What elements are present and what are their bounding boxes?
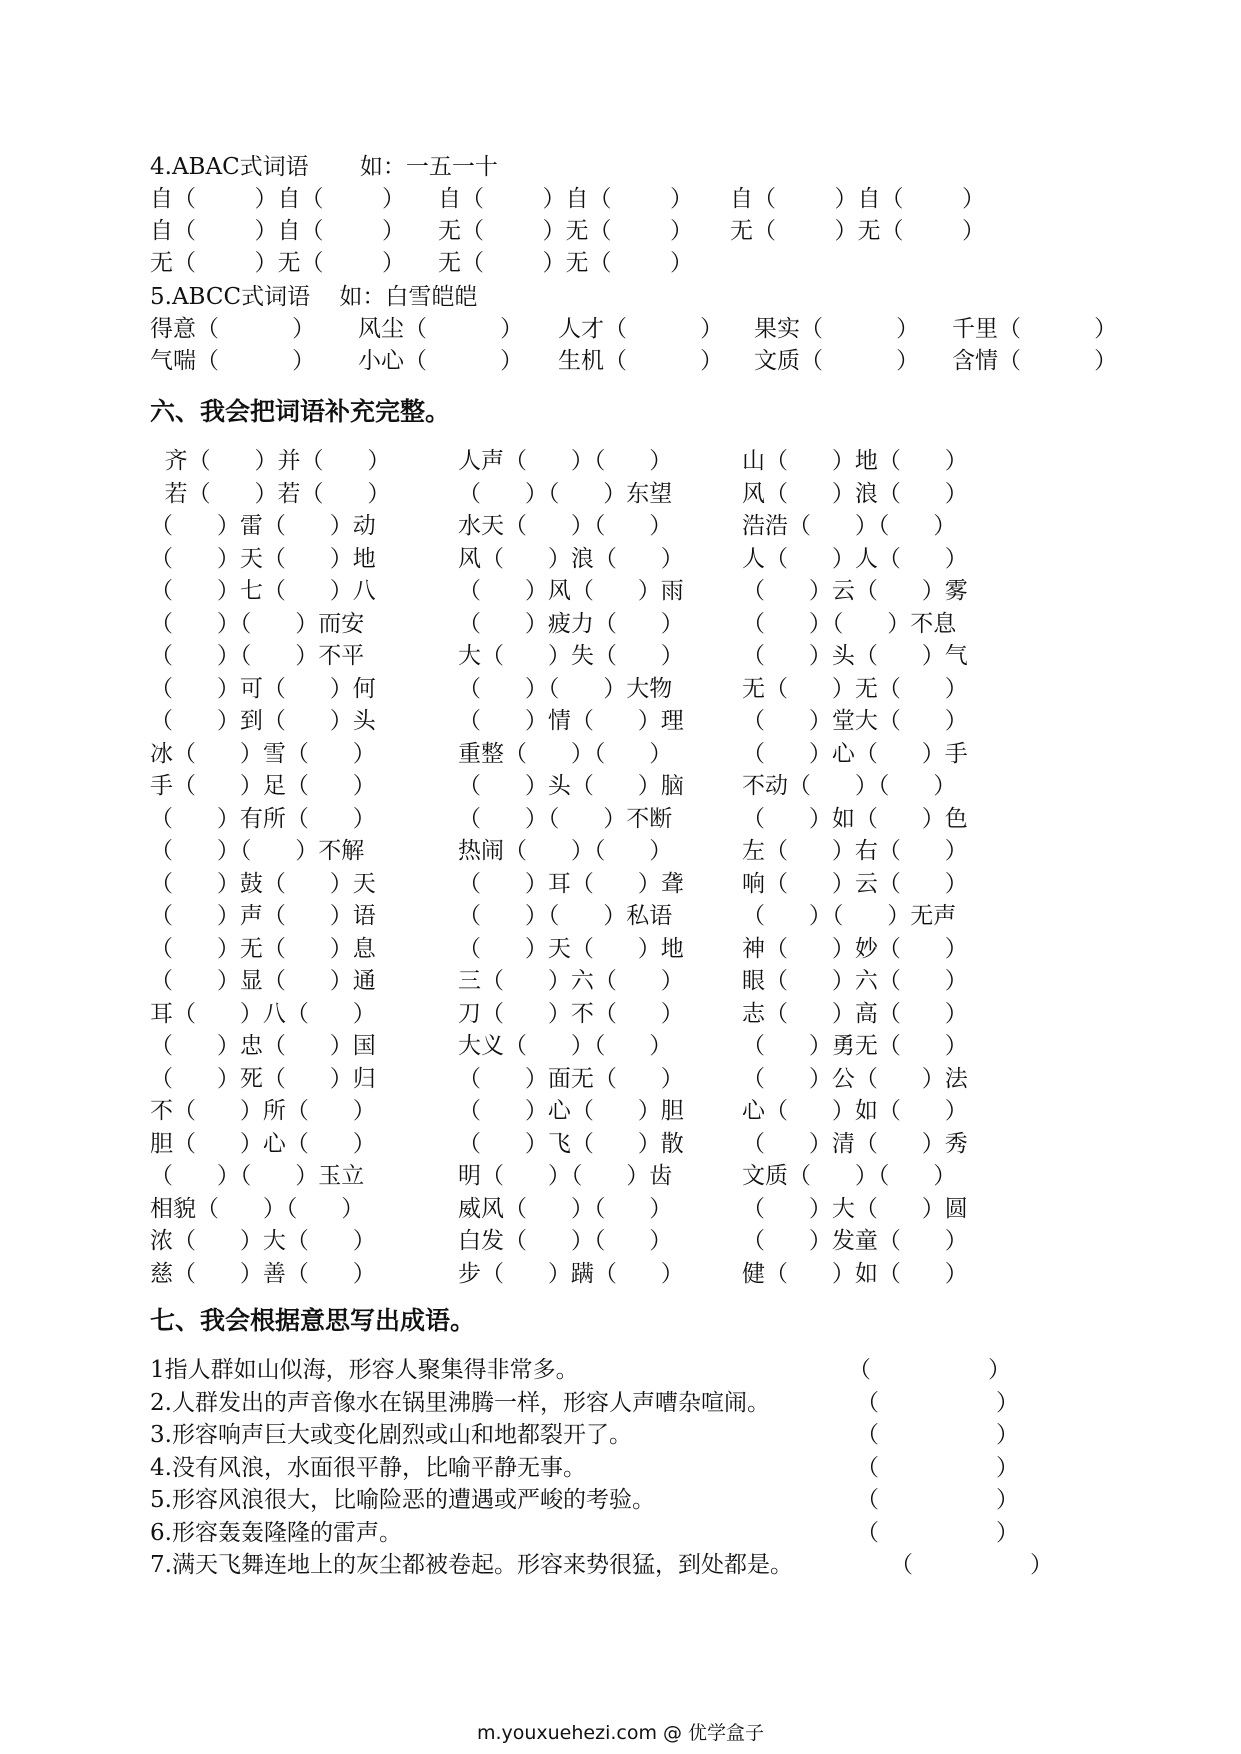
- definition-text: 4.没有风浪，水面很平静，比喻平静无事。: [150, 1454, 586, 1481]
- sec5-cell: 生机（ ）: [558, 348, 724, 374]
- definition-text: 2.人群发出的声音像水在锅里沸腾一样，形容人声嘈杂喧闹。: [150, 1389, 770, 1416]
- answer-blank[interactable]: （ ）: [856, 1454, 1019, 1481]
- sec6-cell: 冰（ ）雪（ ）: [150, 740, 376, 767]
- sec6-cell: 慈（ ）善（ ）: [150, 1260, 376, 1287]
- sec6-cell: 心（ ）如（ ）: [742, 1098, 968, 1124]
- answer-blank[interactable]: （ ）: [856, 1422, 1019, 1448]
- sec5-title: 5.ABCC式词语 如：白雪皑皑: [150, 284, 478, 310]
- sec6-cell: （ ）如（ ）色: [742, 805, 968, 832]
- sec6-cell: （ ）大（ ）圆: [742, 1195, 968, 1222]
- sec4-cell: 无（ ）无（ ）: [438, 250, 693, 276]
- sec6-cell: （ ）耳（ ）聋: [458, 870, 684, 897]
- sec6-cell: （ ）（ ）不平: [150, 643, 365, 669]
- sec6-cell: 刀（ ）不（ ）: [458, 1000, 684, 1027]
- sec6-cell: （ ）无（ ）息: [150, 935, 376, 962]
- sec6-cell: 风（ ）浪（ ）: [458, 545, 684, 572]
- sec6-cell: （ ）头（ ）气: [742, 643, 968, 669]
- sec6-cell: （ ）心（ ）胆: [458, 1098, 684, 1124]
- sec6-cell: （ ）面无（ ）: [458, 1065, 684, 1092]
- sec6-cell: 响（ ）云（ ）: [742, 870, 968, 897]
- sec4-cell: 自（ ）自（ ）: [150, 186, 405, 212]
- sec6-cell: （ ）飞（ ）散: [458, 1130, 684, 1157]
- sec6-cell: 风（ ）浪（ ）: [742, 480, 968, 507]
- definition-text: 7.满天飞舞连地上的灰尘都被卷起。形容来势很猛，到处都是。: [150, 1552, 793, 1578]
- sec6-cell: 文质（ ）（ ）: [742, 1163, 957, 1189]
- sec6-cell: 无（ ）无（ ）: [742, 675, 968, 702]
- sec6-cell: （ ）（ ）私语: [458, 903, 673, 929]
- sec6-cell: 人声（ ）（ ）: [458, 448, 673, 474]
- sec6-cell: 胆（ ）心（ ）: [150, 1130, 376, 1157]
- sec6-cell: 神（ ）妙（ ）: [742, 935, 968, 962]
- sec5-cell: 小心（ ）: [358, 348, 524, 374]
- sec6-cell: （ ）（ ）无声: [742, 903, 957, 929]
- sec6-cell: 威风（ ）（ ）: [458, 1195, 673, 1222]
- sec6-cell: （ ）情（ ）理: [458, 708, 684, 734]
- footer-watermark: m.youxuehezi.com @ 优学盒子: [476, 1722, 765, 1744]
- sec6-cell: 眼（ ）六（ ）: [742, 968, 968, 994]
- answer-blank[interactable]: （ ）: [848, 1357, 1011, 1383]
- sec6-cell: （ ）到（ ）头: [150, 708, 376, 734]
- sec6-cell: 山（ ）地（ ）: [742, 448, 968, 474]
- sec6-cell: （ ）公（ ）法: [742, 1065, 968, 1092]
- sec6-cell: （ ）天（ ）地: [458, 935, 684, 962]
- sec6-cell: （ ）鼓（ ）天: [150, 870, 376, 897]
- sec6-cell: 耳（ ）八（ ）: [150, 1000, 376, 1027]
- definition-text: 6.形容轰轰隆隆的雷声。: [150, 1519, 402, 1546]
- sec6-cell: 不动（ ）（ ）: [742, 773, 957, 799]
- sec6-cell: 浓（ ）大（ ）: [150, 1228, 376, 1254]
- sec6-cell: （ ）（ ）不断: [458, 805, 673, 832]
- sec6-cell: 明（ ）（ ）齿: [458, 1163, 673, 1189]
- sec6-cell: （ ）有所（ ）: [150, 805, 376, 832]
- sec6-cell: 重整（ ）（ ）: [458, 740, 673, 767]
- sec6-cell: 相貌（ ）（ ）: [150, 1195, 365, 1222]
- sec6-cell: （ ）云（ ）雾: [742, 578, 968, 604]
- sec6-cell: （ ）风（ ）雨: [458, 578, 684, 604]
- sec6-cell: 水天（ ）（ ）: [458, 513, 673, 539]
- sec6-cell: 手（ ）足（ ）: [150, 773, 376, 799]
- sec6-cell: （ ）（ ）东望: [458, 480, 673, 507]
- sec4-cell: 无（ ）无（ ）: [730, 218, 985, 244]
- sec4-cell: 自（ ）自（ ）: [438, 186, 693, 212]
- sec6-cell: 白发（ ）（ ）: [458, 1228, 673, 1254]
- answer-blank[interactable]: （ ）: [856, 1487, 1019, 1513]
- sec6-cell: （ ）忠（ ）国: [150, 1033, 376, 1059]
- sec5-cell: 气喘（ ）: [150, 348, 316, 374]
- sec6-cell: （ ）可（ ）何: [150, 675, 376, 702]
- sec6-cell: （ ）勇无（ ）: [742, 1033, 968, 1059]
- sec6-cell: 大义（ ）（ ）: [458, 1033, 673, 1059]
- sec5-cell: 得意（ ）: [150, 316, 316, 342]
- sec6-cell: （ ）死（ ）归: [150, 1065, 376, 1092]
- sec4-cell: 无（ ）无（ ）: [150, 250, 405, 276]
- sec6-cell: （ ）（ ）玉立: [150, 1163, 365, 1189]
- sec6-cell: （ ）发童（ ）: [742, 1228, 968, 1254]
- sec4-cell: 自（ ）自（ ）: [730, 186, 985, 212]
- sec5-cell: 人才（ ）: [558, 316, 724, 342]
- sec6-cell: 步（ ）蹒（ ）: [458, 1260, 684, 1287]
- sec6-cell: （ ）声（ ）语: [150, 903, 376, 929]
- sec6-cell: （ ）心（ ）手: [742, 740, 968, 767]
- sec6-heading: 六、我会把词语补充完整。: [150, 397, 451, 426]
- sec5-cell: 千里（ ）: [952, 316, 1118, 342]
- answer-blank[interactable]: （ ）: [856, 1389, 1019, 1416]
- definition-text: 3.形容响声巨大或变化剧烈或山和地都裂开了。: [150, 1422, 632, 1448]
- sec4-title: 4.ABAC式词语 如：一五一十: [150, 154, 498, 180]
- answer-blank[interactable]: （ ）: [856, 1519, 1019, 1546]
- sec6-cell: （ ）七（ ）八: [150, 578, 376, 604]
- sec6-cell: 热闹（ ）（ ）: [458, 838, 673, 864]
- answer-blank[interactable]: （ ）: [890, 1552, 1053, 1578]
- sec6-cell: （ ）（ ）不息: [742, 610, 957, 637]
- sec6-cell: （ ）清（ ）秀: [742, 1130, 968, 1157]
- sec6-cell: （ ）疲力（ ）: [458, 610, 684, 637]
- sec6-cell: （ ）（ ）而安: [150, 610, 365, 637]
- sec6-cell: 浩浩（ ）（ ）: [742, 513, 957, 539]
- sec6-cell: （ ）显（ ）通: [150, 968, 376, 994]
- sec6-cell: 健（ ）如（ ）: [742, 1260, 968, 1287]
- sec5-cell: 果实（ ）: [754, 316, 920, 342]
- sec6-cell: 大（ ）失（ ）: [458, 643, 684, 669]
- sec6-cell: （ ）头（ ）脑: [458, 773, 684, 799]
- sec6-cell: （ ）天（ ）地: [150, 545, 376, 572]
- sec5-cell: 含情（ ）: [952, 348, 1118, 374]
- sec6-cell: 左（ ）右（ ）: [742, 838, 968, 864]
- definition-text: 1指人群如山似海，形容人聚集得非常多。: [150, 1357, 579, 1383]
- sec6-cell: （ ）雷（ ）动: [150, 513, 376, 539]
- sec6-cell: （ ）堂大（ ）: [742, 708, 968, 734]
- sec6-cell: （ ）（ ）大物: [458, 675, 673, 702]
- sec4-cell: 自（ ）自（ ）: [150, 218, 405, 244]
- sec4-cell: 无（ ）无（ ）: [438, 218, 693, 244]
- sec6-cell: 志（ ）高（ ）: [742, 1000, 968, 1027]
- sec6-cell: 人（ ）人（ ）: [742, 545, 968, 572]
- sec6-cell: （ ）（ ）不解: [150, 838, 365, 864]
- sec6-cell: 三（ ）六（ ）: [458, 968, 684, 994]
- sec6-cell: 齐（ ）并（ ）: [150, 448, 391, 474]
- sec6-cell: 不（ ）所（ ）: [150, 1098, 376, 1124]
- definition-text: 5.形容风浪很大，比喻险恶的遭遇或严峻的考验。: [150, 1487, 655, 1513]
- sec7-heading: 七、我会根据意思写出成语。: [150, 1306, 476, 1335]
- sec5-cell: 文质（ ）: [754, 348, 920, 374]
- sec6-cell: 若（ ）若（ ）: [150, 480, 391, 507]
- sec5-cell: 风尘（ ）: [358, 316, 524, 342]
